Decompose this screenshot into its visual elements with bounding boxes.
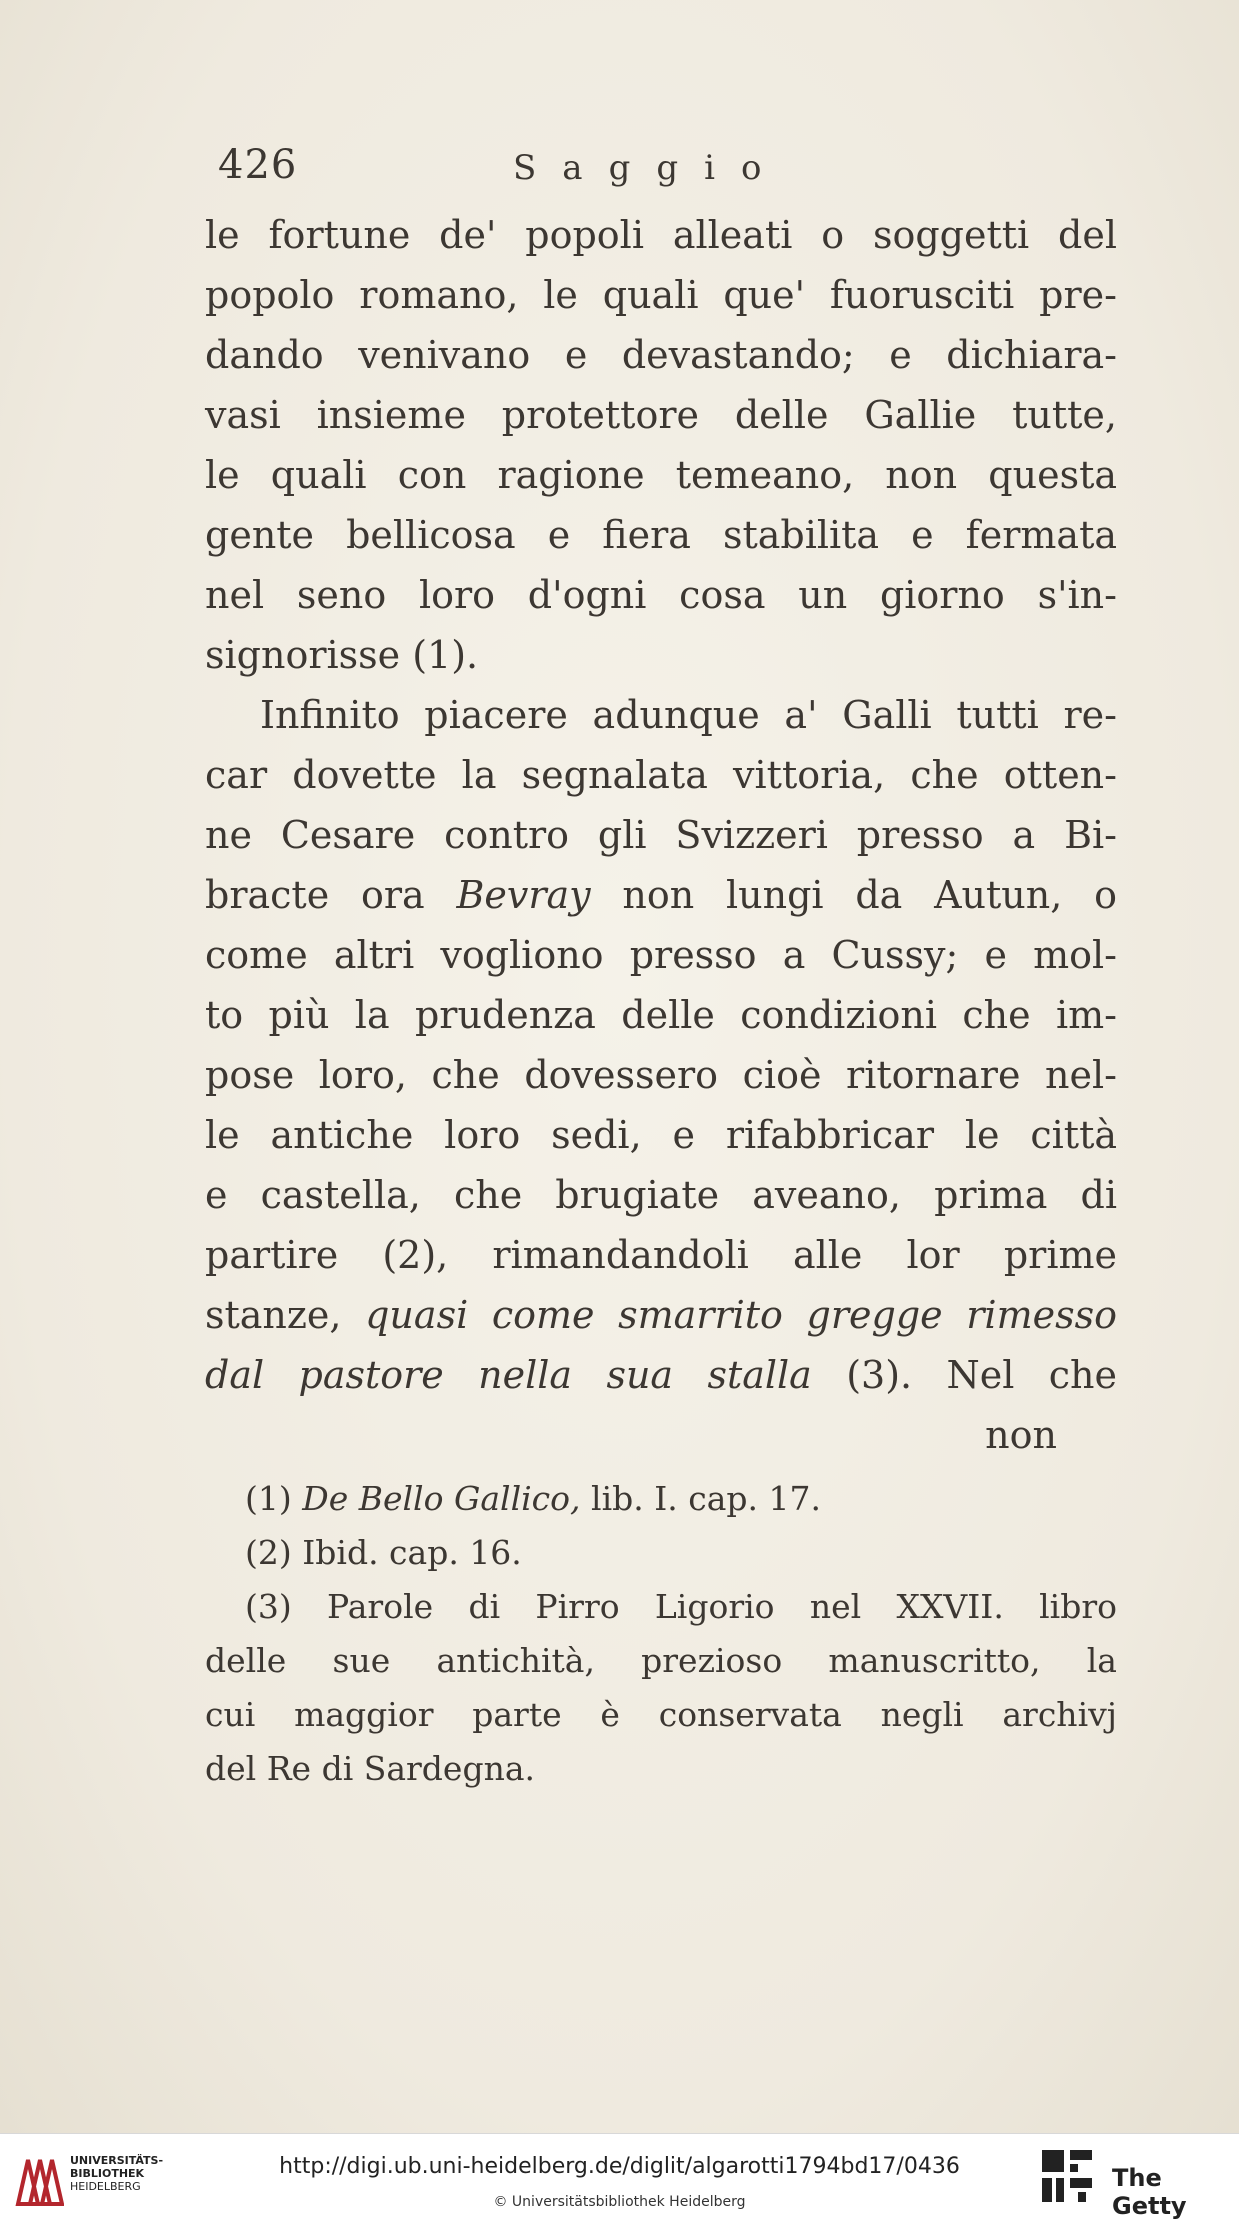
copyright-notice: © Universitätsbibliothek Heidelberg (493, 2194, 746, 2210)
catchword: non (985, 1413, 1057, 1457)
footnote-3-line: (3) Parole di Pirro Ligorio nel XXVII. libro (245, 1587, 1117, 1626)
text-line: dando venivano e devastando; e dichiara- (205, 333, 1117, 377)
text-line: pose loro, che dovessero cioè ritornare nel- (205, 1053, 1117, 1097)
text-line (205, 865, 1117, 925)
footnote-3-line: cui maggior parte è conservata negli archivj (205, 1695, 1117, 1734)
text-run: bracte ora (205, 873, 425, 917)
text-line: to più la prudenza delle condizioni che im- (205, 993, 1117, 1037)
text-line: vasi insieme protettore delle Gallie tutte, (205, 393, 1117, 437)
text-line: nel seno loro d'ogni cosa un giorno s'in- (205, 573, 1117, 617)
footnotes (205, 1472, 1117, 1796)
page-header (218, 142, 1118, 202)
italic-run: De Bello Gallico, (302, 1479, 581, 1518)
text-line: partire (2), rimandandoli alle lor prime (205, 1233, 1117, 1277)
footnote-2: (2) Ibid. cap. 16. (245, 1533, 522, 1572)
italic-run: dal pastore nella sua stalla (205, 1353, 812, 1397)
page-number: 426 (218, 142, 298, 188)
text-line: gente bellicosa e fiera stabilita e fermata (205, 513, 1117, 557)
text-run: (1) (245, 1479, 292, 1518)
running-title: Saggio (513, 148, 788, 188)
permalink-url[interactable]: http://digi.ub.uni-heidelberg.de/diglit/algarotti1794bd17/0436 (279, 2154, 960, 2179)
library-name-line: UNIVERSITÄTS- (70, 2154, 164, 2167)
text-run: non lungi da Autun, o (622, 873, 1117, 917)
viewer-footer (0, 2133, 1239, 2224)
text-line: e castella, che brugiate aveano, prima di (205, 1173, 1117, 1217)
library-name-line: BIBLIOTHEK (70, 2167, 145, 2180)
text-run: (3). Nel che (846, 1353, 1117, 1397)
text-line (205, 1345, 1117, 1405)
italic-run: Bevray (456, 873, 591, 917)
getty-label: The Getty (1112, 2164, 1187, 2220)
text-run: lib. I. cap. 17. (591, 1479, 821, 1518)
text-line: car dovette la segnalata vittoria, che otten- (205, 753, 1117, 797)
text-line: come altri vogliono presso a Cussy; e mol- (205, 933, 1117, 977)
text-line: le antiche loro sedi, e rifabbricar le città (205, 1113, 1117, 1157)
text-line: Infinito piacere adunque a' Galli tutti re- (260, 693, 1117, 737)
text-line (205, 1285, 1117, 1345)
footnote-3-line: delle sue antichità, prezioso manuscritto, la (205, 1641, 1117, 1680)
text-line: le fortune de' popoli alleati o soggetti del (205, 213, 1117, 257)
text-run: stanze, (205, 1293, 342, 1337)
body-text (205, 205, 1117, 1465)
library-name-line: HEIDELBERG (70, 2180, 141, 2193)
text-line: le quali con ragione temeano, non questa (205, 453, 1117, 497)
text-line: ne Cesare contro gli Svizzeri presso a Bi- (205, 813, 1117, 857)
text-line: signorisse (1). (205, 633, 479, 677)
getty-logo-icon (1040, 2148, 1096, 2206)
text-line: popolo romano, le quali que' fuorusciti pre- (205, 273, 1117, 317)
italic-run: quasi come smarrito gregge rimesso (365, 1293, 1117, 1337)
footnote-3-line: del Re di Sardegna. (205, 1749, 535, 1788)
footnote-1 (205, 1472, 1117, 1526)
